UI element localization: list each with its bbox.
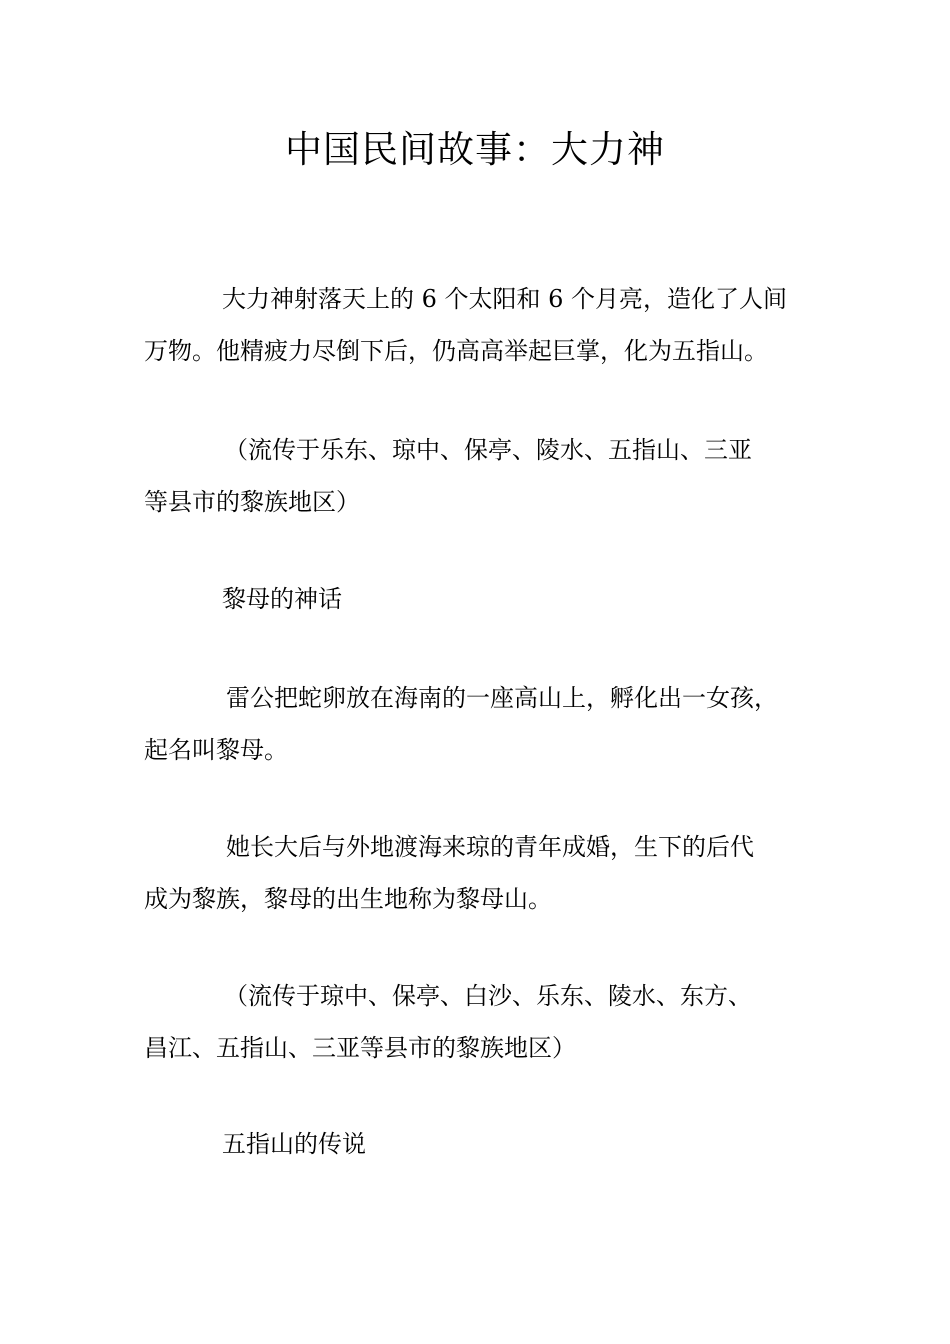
paragraph-limu-descendants xyxy=(144,821,834,925)
paragraph-line: 万物。他精疲力尽倒下后，仍高高举起巨掌，化为五指山。 xyxy=(144,337,768,365)
section-heading-wuzhishan: 五指山的传说 xyxy=(222,1130,366,1158)
paragraph-dali-shen xyxy=(144,273,834,377)
paragraph-line: 成为黎族，黎母的出生地称为黎母山。 xyxy=(144,885,552,913)
paragraph-line: 雷公把蛇卵放在海南的一座高山上，孵化出一女孩， xyxy=(226,684,778,712)
paragraph-line: 她长大后与外地渡海来琼的青年成婚，生下的后代 xyxy=(226,833,754,861)
paragraph-source-note-1 xyxy=(144,424,834,528)
paragraph-limu-birth xyxy=(144,672,834,776)
paragraph-line: （流传于琼中、保亭、白沙、乐东、陵水、东方、 xyxy=(224,982,752,1010)
section-heading-limu: 黎母的神话 xyxy=(222,585,342,613)
paragraph-line: 昌江、五指山、三亚等县市的黎族地区） xyxy=(144,1034,576,1062)
paragraph-line: 等县市的黎族地区） xyxy=(144,488,360,516)
document-title: 中国民间故事：大力神 xyxy=(285,128,665,171)
paragraph-line: 起名叫黎母。 xyxy=(144,736,288,764)
paragraph-source-note-2 xyxy=(144,970,834,1074)
paragraph-line: 大力神射落天上的 6 个太阳和 6 个月亮，造化了人间 xyxy=(222,285,788,313)
paragraph-line: （流传于乐东、琼中、保亭、陵水、五指山、三亚 xyxy=(224,436,752,464)
